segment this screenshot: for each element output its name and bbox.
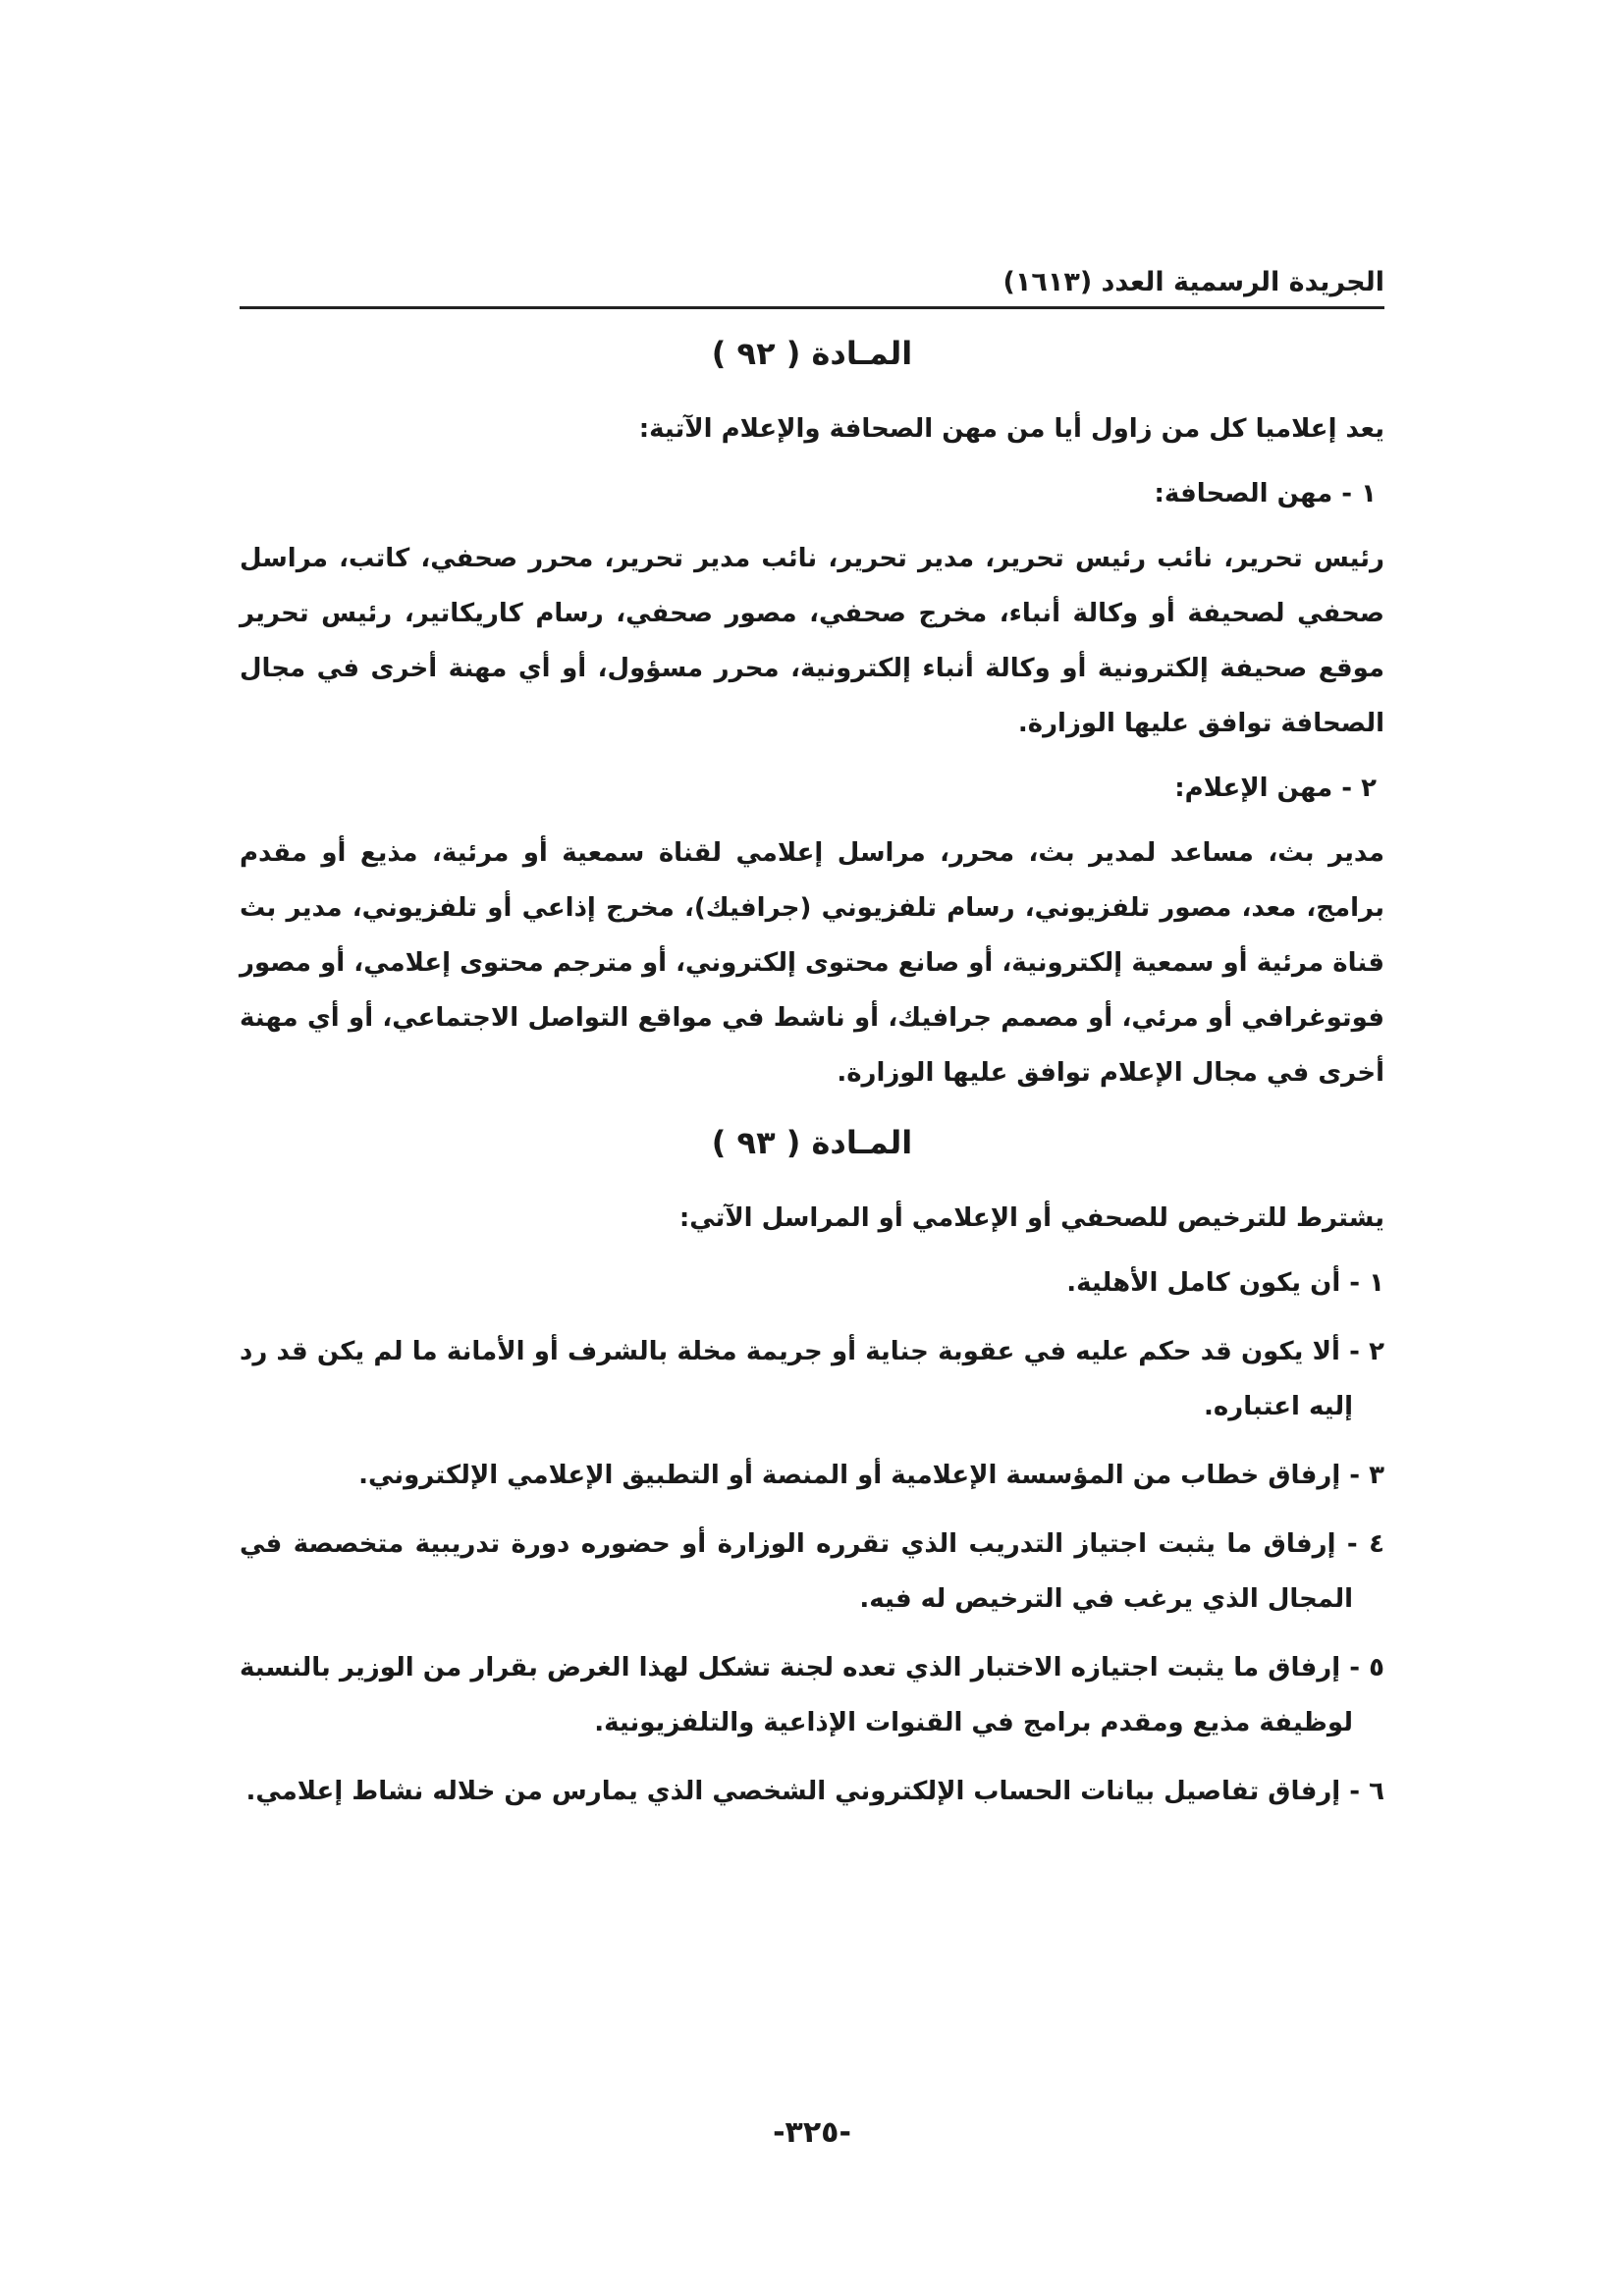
article-92-intro: يعد إعلاميا كل من زاول أيا من مهن الصحافة والإعلام الآتية: (638, 414, 1384, 444)
media-professions-text: مدير بث، مساعد لمدير بث، محرر، مراسل إعلامي لقناة سمعية أو مرئية، مذيع أو مقدم برامج، معد، مصور تلفزيوني، رسام تلفزيوني (جرافيك)، مخرج إذاعي أو تلفزيوني، مدير بث قناة مرئية أو سمعية إلكترونية، أو صانع محتوى إلكتروني، أو مترجم محتوى إعلامي، أو مصور فوتوغرافي أو مرئي، أو مصمم جرافيك، أو ناشط في مواقع التواصل الاجتماعي، أو أي مهنة أخرى في مجال الإعلام توافق عليها الوزارة. (240, 838, 1384, 1088)
article-93-intro: يشترط للترخيص للصحفي أو الإعلامي أو المراسل الآتي: (678, 1203, 1384, 1233)
page-number: -٣٢٥- (773, 2115, 851, 2150)
media-professions-heading: ٢ - مهن الإعلام: (1174, 774, 1377, 803)
press-professions-text: رئيس تحرير، نائب رئيس تحرير، مدير تحرير، نائب مدير تحرير، محرر صحفي، كاتب، مراسل صحفي لصحيفة أو وكالة أنباء، مخرج صحفي، مصور صحفي، رسام كاريكاتير، رئيس تحرير موقع صحيفة إلكترونية أو وكالة أنباء إلكترونية، محرر مسؤول، أو أي مهنة أخرى في مجال الصحافة توافق عليها الوزارة. (240, 544, 1384, 738)
condition-item: ٢ - ألا يكون قد حكم عليه في عقوبة جناية أو جريمة مخلة بالشرف أو الأمانة ما لم يكن قد رد إليه اعتباره. (240, 1337, 1384, 1421)
header-divider (240, 306, 1384, 309)
article-92-title: المـادة ( ٩٢ ) (711, 335, 913, 372)
condition-item: ٣ - إرفاق خطاب من المؤسسة الإعلامية أو المنصة أو التطبيق الإعلامي الإلكتروني. (358, 1461, 1384, 1490)
page-content (240, 329, 1384, 1833)
condition-item: ٥ - إرفاق ما يثبت اجتيازه الاختبار الذي تعده لجنة تشكل لهذا الغرض بقرار من الوزير بالنسبة لوظيفة مذيع ومقدم برامج في القنوات الإذاعية والتلفزيونية. (240, 1653, 1384, 1737)
page-header (240, 263, 1384, 308)
article-93-title: المـادة ( ٩٣ ) (711, 1124, 913, 1161)
condition-item: ٤ - إرفاق ما يثبت اجتياز التدريب الذي تقرره الوزارة أو حضوره دورة تدريبية متخصصة في المجال الذي يرغب في الترخيص له فيه. (240, 1529, 1384, 1614)
gazette-title: الجريدة الرسمية العدد (١٦١٣) (1002, 267, 1384, 297)
condition-item: ١ - أن يكون كامل الأهلية. (1066, 1268, 1384, 1298)
press-professions-heading: ١ - مهن الصحافة: (1154, 479, 1377, 508)
condition-item: ٦ - إرفاق تفاصيل بيانات الحساب الإلكتروني الشخصي الذي يمارس من خلاله نشاط إعلامي. (245, 1777, 1384, 1806)
